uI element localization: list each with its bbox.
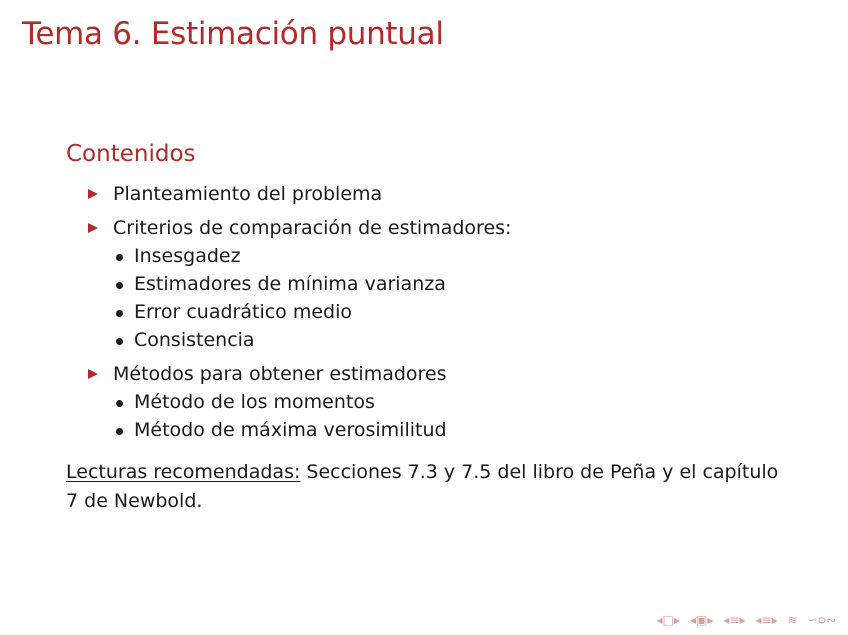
- next-section-icon[interactable]: ▸: [739, 613, 746, 627]
- search-nav[interactable]: [808, 613, 836, 627]
- triangle-bullet-icon: [88, 223, 98, 233]
- sub-item: [66, 326, 786, 354]
- bullet-item-label: Planteamiento del problema: [113, 183, 383, 205]
- next-subsection-icon[interactable]: ▸: [707, 613, 714, 627]
- document-icon[interactable]: ≡: [761, 613, 772, 627]
- forward-icon[interactable]: ∾: [825, 613, 836, 627]
- back-icon[interactable]: ∽: [807, 613, 818, 627]
- next-frame-icon[interactable]: ▸: [673, 613, 680, 627]
- align-icon[interactable]: ≋: [787, 613, 798, 627]
- next-document-icon[interactable]: ▸: [771, 613, 778, 627]
- section-nav[interactable]: [723, 613, 745, 627]
- sub-item: [66, 242, 786, 270]
- dot-bullet-icon: [116, 282, 123, 289]
- dot-bullet-icon: [116, 310, 123, 317]
- reading-text: Secciones 7.3 y 7.5 del libro de Peña y el capítulo 7 de Newbold.: [66, 461, 779, 512]
- prev-frame-icon[interactable]: ◂: [656, 613, 663, 627]
- subsection-nav[interactable]: [690, 613, 713, 627]
- recommended-reading: [66, 458, 786, 516]
- contents-block: [66, 180, 786, 516]
- sub-item: [66, 416, 786, 444]
- reading-lead: Lecturas recomendadas:: [66, 461, 301, 483]
- sub-item: [66, 270, 786, 298]
- dot-bullet-icon: [116, 428, 123, 435]
- sub-item: [66, 298, 786, 326]
- sub-item-label: Estimadores de mínima varianza: [134, 273, 446, 295]
- prev-section-icon[interactable]: ◂: [723, 613, 730, 627]
- triangle-bullet-icon: [88, 189, 98, 199]
- sub-item-label: Método de máxima verosimilitud: [134, 419, 447, 441]
- bullet-item-3: [66, 360, 786, 388]
- sub-item: [66, 388, 786, 416]
- dot-bullet-icon: [116, 338, 123, 345]
- sub-item-label: Método de los momentos: [134, 391, 375, 413]
- bullet-item-2: [66, 214, 786, 242]
- beamer-navigation-bar: [657, 613, 836, 627]
- prev-subsection-icon[interactable]: ◂: [689, 613, 696, 627]
- sub-item-label: Consistencia: [134, 329, 255, 351]
- dot-bullet-icon: [116, 400, 123, 407]
- search-icon[interactable]: ᴑ: [817, 613, 826, 627]
- frame-icon[interactable]: □: [662, 613, 674, 627]
- frame-title: Tema 6. Estimación puntual: [22, 16, 444, 52]
- triangle-bullet-icon: [88, 369, 98, 379]
- document-nav[interactable]: [755, 613, 777, 627]
- bullet-item-1: [66, 180, 786, 208]
- dot-bullet-icon: [116, 254, 123, 261]
- prev-document-icon[interactable]: ◂: [755, 613, 762, 627]
- sub-item-label: Insesgadez: [134, 245, 241, 267]
- contents-block-title: Contenidos: [66, 141, 196, 167]
- subsection-icon[interactable]: ▣: [695, 613, 708, 627]
- section-icon[interactable]: ≡: [729, 613, 740, 627]
- bullet-item-label: Métodos para obtener estimadores: [113, 363, 447, 385]
- sub-item-label: Error cuadrático medio: [134, 301, 352, 323]
- bullet-item-label: Criterios de comparación de estimadores:: [113, 217, 512, 239]
- frame-nav[interactable]: [657, 613, 680, 627]
